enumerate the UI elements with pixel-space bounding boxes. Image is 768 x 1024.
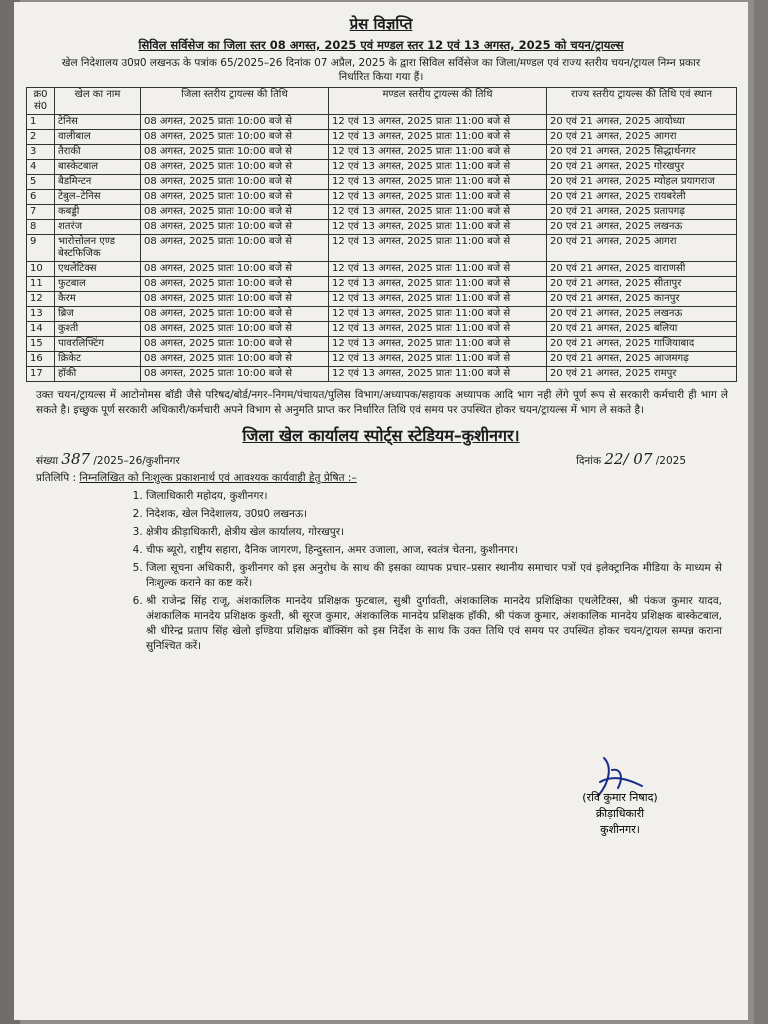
cell-sport: पावरलिफ्टिंग [55, 337, 141, 352]
distribution-list [26, 489, 736, 654]
photo-background-right [754, 0, 768, 1024]
table-row [27, 277, 737, 292]
cell-state-date-venue: 20 एवं 21 अगस्त, 2025 आगरा [547, 130, 737, 145]
table-row [27, 307, 737, 322]
cell-state-date-venue: 20 एवं 21 अगस्त, 2025 म्योहल प्रयागराज [547, 175, 737, 190]
cell-district-date: 08 अगस्त, 2025 प्रातः 10:00 बजे से [141, 322, 329, 337]
date-year: /2025 [655, 455, 686, 467]
cell-district-date: 08 अगस्त, 2025 प्रातः 10:00 बजे से [141, 307, 329, 322]
table-row [27, 115, 737, 130]
office-heading: जिला खेल कार्यालय स्पोर्ट्स स्टेडियम–कुशीनगर। [242, 426, 520, 445]
cell-sport: कबड्डी [55, 205, 141, 220]
cell-serial: 2 [27, 130, 55, 145]
table-row [27, 205, 737, 220]
distribution-item: 1. जिलाधिकारी महोदय, कुशीनगर। [146, 489, 722, 504]
header-division-date: मण्डल स्तरीय ट्रायल्स की तिथि [329, 88, 547, 115]
cell-sport: एथलेटिक्स [55, 262, 141, 277]
table-row [27, 352, 737, 367]
cell-sport: भारोत्तोलन एण्ड बेस्टफिजिक [55, 235, 141, 262]
cell-serial: 1 [27, 115, 55, 130]
cell-serial: 12 [27, 292, 55, 307]
cell-division-date: 12 एवं 13 अगस्त, 2025 प्रातः 11:00 बजे से [329, 190, 547, 205]
cell-division-date: 12 एवं 13 अगस्त, 2025 प्रातः 11:00 बजे से [329, 307, 547, 322]
table-header-row [27, 88, 737, 115]
cell-division-date: 12 एवं 13 अगस्त, 2025 प्रातः 11:00 बजे से [329, 160, 547, 175]
table-row [27, 145, 737, 160]
copy-label: प्रतिलिपि : [36, 472, 77, 484]
reference-line [36, 450, 726, 468]
cell-serial: 4 [27, 160, 55, 175]
cell-state-date-venue: 20 एवं 21 अगस्त, 2025 आगरा [547, 235, 737, 262]
distribution-item: 2. निदेशक, खेल निदेशालय, उ0प्र0 लखनऊ। [146, 507, 722, 522]
cell-serial: 15 [27, 337, 55, 352]
press-release-subtitle: सिविल सर्विसेज का जिला स्तर 08 अगस्त, 2025 एवं मण्डल स्तर 12 एवं 13 अगस्त, 2025 को चयन/ट्रायल्स [138, 38, 624, 52]
distribution-item: 4. चीफ ब्यूरो, राष्ट्रीय सहारा, दैनिक जागरण, हिन्दुस्तान, अमर उजाला, आज, स्वतंत्र चेतना, कुशीनगर। [146, 543, 722, 558]
cell-serial: 14 [27, 322, 55, 337]
table-row [27, 235, 737, 262]
header-state-date-venue: राज्य स्तरीय ट्रायल्स की तिथि एवं स्थान [547, 88, 737, 115]
table-row [27, 262, 737, 277]
table-row [27, 190, 737, 205]
cell-sport: टेनिस [55, 115, 141, 130]
cell-sport: बैडमिन्टन [55, 175, 141, 190]
cell-state-date-venue: 20 एवं 21 अगस्त, 2025 बलिया [547, 322, 737, 337]
cell-district-date: 08 अगस्त, 2025 प्रातः 10:00 बजे से [141, 262, 329, 277]
cell-division-date: 12 एवं 13 अगस्त, 2025 प्रातः 11:00 बजे से [329, 175, 547, 190]
cell-district-date: 08 अगस्त, 2025 प्रातः 10:00 बजे से [141, 145, 329, 160]
date-value: 22/ 07 [604, 450, 653, 468]
signatory-place: कुशीनगर। [600, 823, 640, 836]
table-row [27, 175, 737, 190]
cell-serial: 3 [27, 145, 55, 160]
press-release-title: प्रेस विज्ञप्ति [349, 15, 413, 33]
copy-to-line [36, 471, 726, 485]
eligibility-note: उक्त चयन/ट्रायल्स में आटोनोमस बॉडी जैसे परिषद/बोर्ड/नगर–निगम/पंचायत/पुलिस विभाग/अध्यापक/सहायक अध्यापक आदि भाग नही लेंगे पूर्ण रूप से सरकारी कर्मचारी ही भाग ले सकते है। इच्छुक पूर्ण सरकारी अधिकारी/कर्मचारी अपने विभाग से अनुमति प्राप्त कर निर्धारित तिथि एवं समय पर उपस्थित होकर चयन/ट्रायल्स में भाग ले सकते है। [36, 389, 728, 416]
cell-sport: कुश्ती [55, 322, 141, 337]
cell-serial: 9 [27, 235, 55, 262]
table-row [27, 367, 737, 382]
cell-division-date: 12 एवं 13 अगस्त, 2025 प्रातः 11:00 बजे से [329, 277, 547, 292]
cell-serial: 11 [27, 277, 55, 292]
table-row [27, 337, 737, 352]
reference-number: 387 [61, 450, 91, 468]
cell-serial: 16 [27, 352, 55, 367]
cell-district-date: 08 अगस्त, 2025 प्रातः 10:00 बजे से [141, 352, 329, 367]
trials-schedule-table [26, 87, 737, 382]
cell-sport: तैराकी [55, 145, 141, 160]
cell-state-date-venue: 20 एवं 21 अगस्त, 2025 प्रतापगढ़ [547, 205, 737, 220]
cell-serial: 8 [27, 220, 55, 235]
cell-state-date-venue: 20 एवं 21 अगस्त, 2025 आजमगढ़ [547, 352, 737, 367]
cell-sport: ब्रिज [55, 307, 141, 322]
document-page [14, 2, 748, 1020]
header-district-date: जिला स्तरीय ट्रायल्स की तिथि [141, 88, 329, 115]
cell-district-date: 08 अगस्त, 2025 प्रातः 10:00 बजे से [141, 160, 329, 175]
cell-division-date: 12 एवं 13 अगस्त, 2025 प्रातः 11:00 बजे से [329, 130, 547, 145]
cell-state-date-venue: 20 एवं 21 अगस्त, 2025 लखनऊ [547, 307, 737, 322]
cell-state-date-venue: 20 एवं 21 अगस्त, 2025 रायबरेली [547, 190, 737, 205]
cell-division-date: 12 एवं 13 अगस्त, 2025 प्रातः 11:00 बजे से [329, 220, 547, 235]
distribution-item: 5. जिला सूचना अधिकारी, कुशीनगर को इस अनुरोध के साथ की इसका व्यापक प्रचार–प्रसार स्थानीय समाचार पत्रों एवं इलेक्ट्रानिक मीडिया के माध्यम से निःशुल्क कराने का कष्ट करें। [146, 561, 722, 591]
cell-state-date-venue: 20 एवं 21 अगस्त, 2025 आयोध्या [547, 115, 737, 130]
date-block [576, 450, 686, 468]
signatory-name: (रवि कुमार निषाद) [582, 791, 658, 804]
cell-division-date: 12 एवं 13 अगस्त, 2025 प्रातः 11:00 बजे से [329, 322, 547, 337]
table-row [27, 292, 737, 307]
cell-state-date-venue: 20 एवं 21 अगस्त, 2025 सीतापुर [547, 277, 737, 292]
cell-division-date: 12 एवं 13 अगस्त, 2025 प्रातः 11:00 बजे से [329, 115, 547, 130]
table-row [27, 160, 737, 175]
cell-sport: हॉकी [55, 367, 141, 382]
cell-state-date-venue: 20 एवं 21 अगस्त, 2025 गाजियाबाद [547, 337, 737, 352]
cell-division-date: 12 एवं 13 अगस्त, 2025 प्रातः 11:00 बजे से [329, 352, 547, 367]
cell-sport: क्रिकेट [55, 352, 141, 367]
cell-state-date-venue: 20 एवं 21 अगस्त, 2025 सिद्धार्थनगर [547, 145, 737, 160]
cell-serial: 6 [27, 190, 55, 205]
cell-district-date: 08 अगस्त, 2025 प्रातः 10:00 बजे से [141, 220, 329, 235]
cell-state-date-venue: 20 एवं 21 अगस्त, 2025 कानपुर [547, 292, 737, 307]
cell-division-date: 12 एवं 13 अगस्त, 2025 प्रातः 11:00 बजे से [329, 205, 547, 220]
cell-sport: कैरम [55, 292, 141, 307]
cell-division-date: 12 एवं 13 अगस्त, 2025 प्रातः 11:00 बजे से [329, 145, 547, 160]
reference-number-block [36, 450, 180, 468]
table-body [27, 115, 737, 382]
date-label: दिनांक [576, 455, 602, 467]
cell-district-date: 08 अगस्त, 2025 प्रातः 10:00 बजे से [141, 130, 329, 145]
cell-division-date: 12 एवं 13 अगस्त, 2025 प्रातः 11:00 बजे से [329, 262, 547, 277]
cell-division-date: 12 एवं 13 अगस्त, 2025 प्रातः 11:00 बजे से [329, 337, 547, 352]
distribution-item: 6. श्री राजेन्द्र सिंह राजू, अंशकालिक मानदेय प्रशिक्षक फुटबाल, सुश्री दुर्गावती, अंशकालिक मानदेय प्रशिक्षिका एथलेटिक्स, श्री पंकज कुमार यादव, अंशकालिक मानदेय प्रशिक्षक कुश्ती, श्री सूरज कुमार, अंशकालिक मानदेय प्रशिक्षक हॉकी, श्री पंकज कुमार, अंशकालिक मानदेय प्रशिक्षक बास्केटबाल, श्री धीरेन्द्र प्रताप सिंह खेलो इण्डिया प्रशिक्षक बॉक्सिंग को इस निर्देश के साथ कि उक्त तिथि एवं समय पर उपस्थित होकर चयन/ट्रायल सम्पन्न कराना सुनिश्चित करें। [146, 594, 722, 654]
cell-district-date: 08 अगस्त, 2025 प्रातः 10:00 बजे से [141, 190, 329, 205]
cell-division-date: 12 एवं 13 अगस्त, 2025 प्रातः 11:00 बजे से [329, 292, 547, 307]
copy-text: निम्नलिखित को निःशुल्क प्रकाशनार्थ एवं आवश्यक कार्यवाही हेतु प्रेषित :– [79, 472, 357, 484]
cell-sport: शतरंज [55, 220, 141, 235]
signature-block [540, 790, 700, 838]
cell-serial: 10 [27, 262, 55, 277]
cell-district-date: 08 अगस्त, 2025 प्रातः 10:00 बजे से [141, 367, 329, 382]
cell-district-date: 08 अगस्त, 2025 प्रातः 10:00 बजे से [141, 337, 329, 352]
table-row [27, 130, 737, 145]
cell-sport: बास्केटबाल [55, 160, 141, 175]
cell-district-date: 08 अगस्त, 2025 प्रातः 10:00 बजे से [141, 115, 329, 130]
cell-district-date: 08 अगस्त, 2025 प्रातः 10:00 बजे से [141, 277, 329, 292]
cell-state-date-venue: 20 एवं 21 अगस्त, 2025 वाराणसी [547, 262, 737, 277]
header-serial: क्र0 सं0 [27, 88, 55, 115]
cell-serial: 7 [27, 205, 55, 220]
header-sport: खेल का नाम [55, 88, 141, 115]
cell-division-date: 12 एवं 13 अगस्त, 2025 प्रातः 11:00 बजे से [329, 235, 547, 262]
distribution-item: 3. क्षेत्रीय क्रीड़ाधिकारी, क्षेत्रीय खेल कार्यालय, गोरखपुर। [146, 525, 722, 540]
reference-suffix: /2025–26/कुशीनगर [93, 455, 180, 467]
cell-state-date-venue: 20 एवं 21 अगस्त, 2025 लखनऊ [547, 220, 737, 235]
cell-division-date: 12 एवं 13 अगस्त, 2025 प्रातः 11:00 बजे से [329, 367, 547, 382]
signatory-designation: क्रीड़ाधिकारी [595, 807, 645, 820]
intro-paragraph: खेल निदेशालय उ0प्र0 लखनऊ के पत्रांक 65/2025–26 दिनांक 07 अप्रैल, 2025 के द्वारा सिविल सर्विसेज का जिला/मण्डल एवं राज्य स्तरीय चयन/ट्रायल निम्न प्रकार निर्धारित किया गया हैं। [61, 57, 701, 83]
table-row [27, 220, 737, 235]
cell-sport: फुटबाल [55, 277, 141, 292]
cell-serial: 5 [27, 175, 55, 190]
table-row [27, 322, 737, 337]
cell-sport: वालीबाल [55, 130, 141, 145]
cell-sport: टेबुल–टेनिस [55, 190, 141, 205]
cell-serial: 17 [27, 367, 55, 382]
cell-district-date: 08 अगस्त, 2025 प्रातः 10:00 बजे से [141, 205, 329, 220]
cell-state-date-venue: 20 एवं 21 अगस्त, 2025 गोरखपुर [547, 160, 737, 175]
cell-serial: 13 [27, 307, 55, 322]
reference-prefix: संख्या [36, 455, 59, 467]
cell-district-date: 08 अगस्त, 2025 प्रातः 10:00 बजे से [141, 175, 329, 190]
cell-district-date: 08 अगस्त, 2025 प्रातः 10:00 बजे से [141, 235, 329, 262]
cell-state-date-venue: 20 एवं 21 अगस्त, 2025 रामपुर [547, 367, 737, 382]
cell-district-date: 08 अगस्त, 2025 प्रातः 10:00 बजे से [141, 292, 329, 307]
